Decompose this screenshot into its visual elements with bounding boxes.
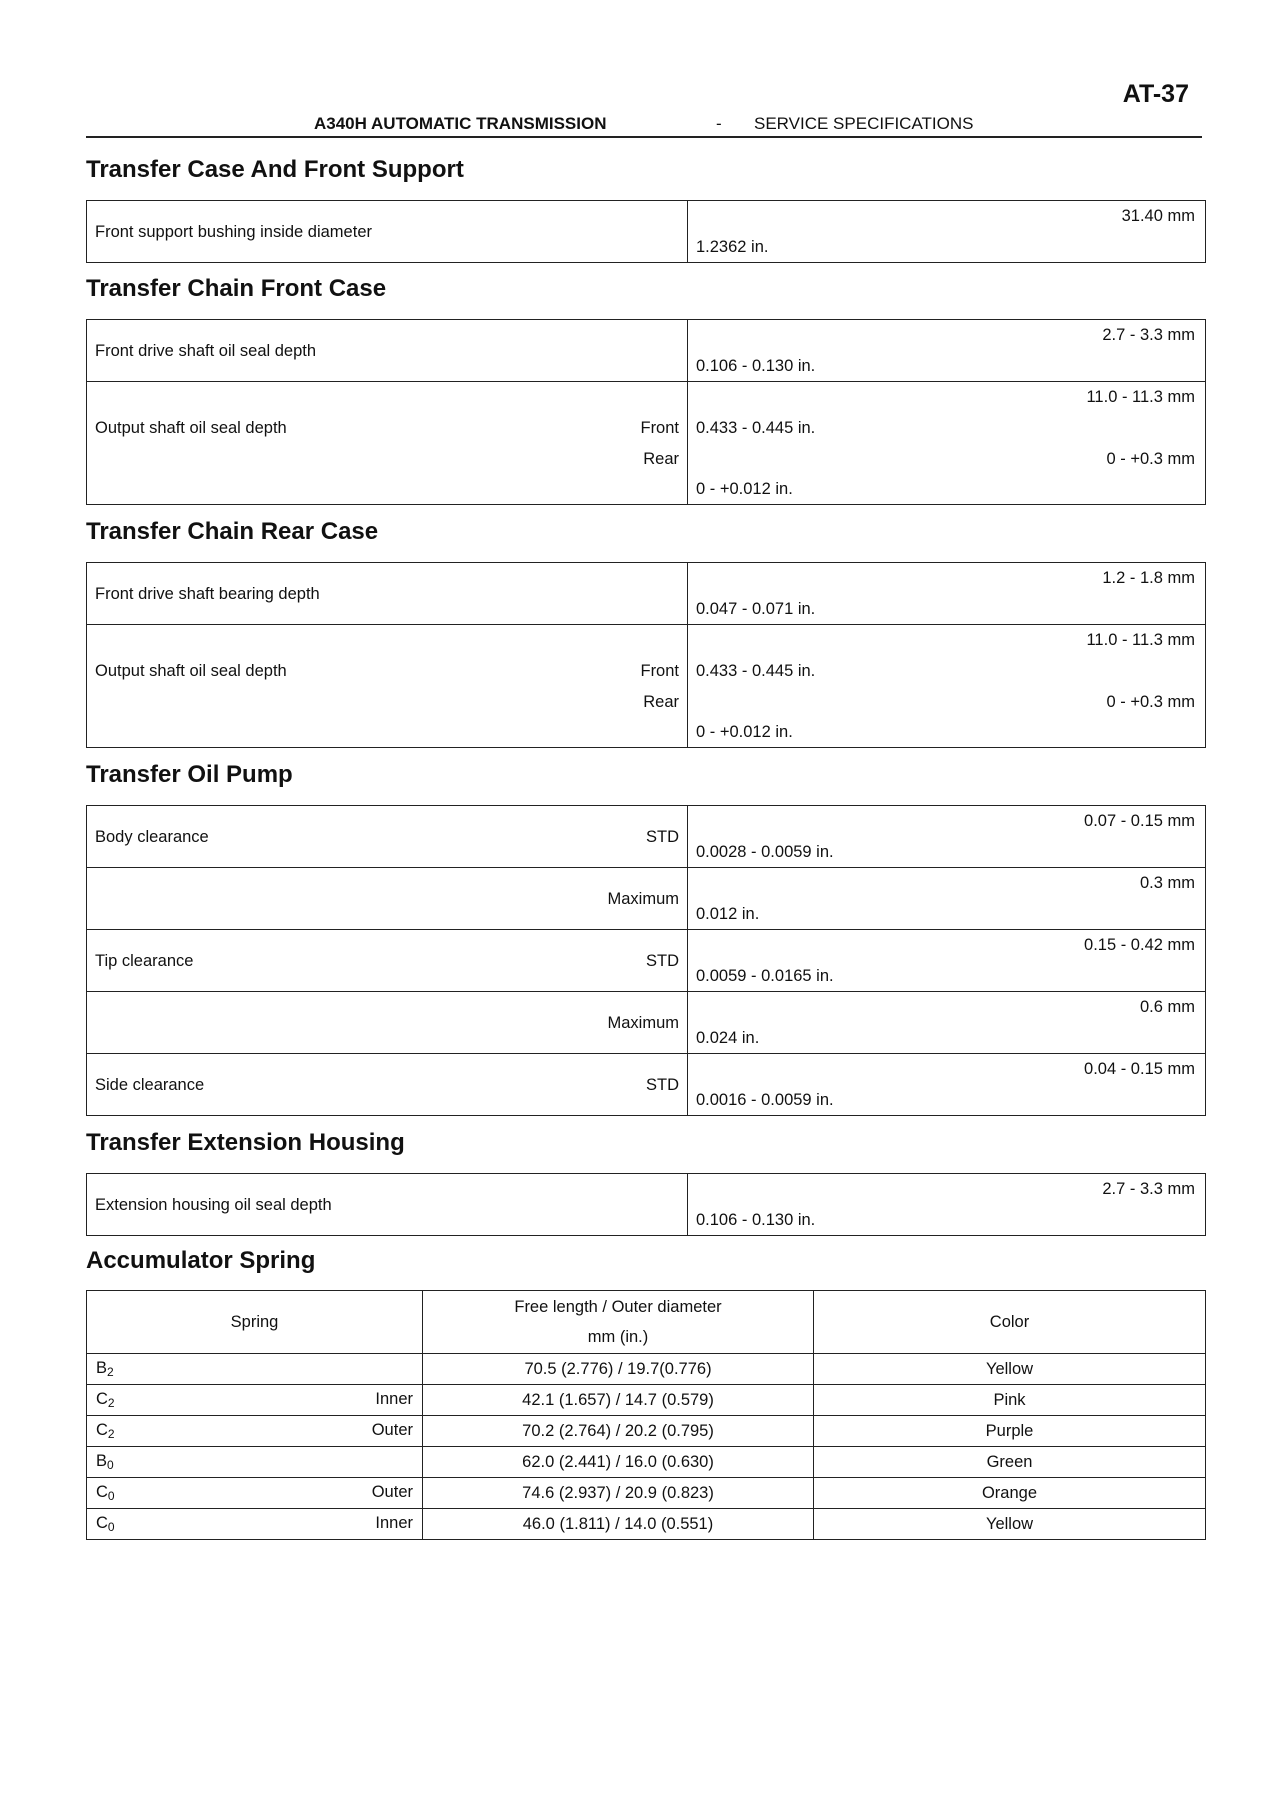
spec-label-cell — [87, 382, 688, 505]
spec-label-cell — [87, 563, 688, 625]
table-row — [87, 201, 1206, 263]
spring-position: Inner — [375, 1390, 413, 1408]
spring-size: 46.0 (1.811) / 14.0 (0.551) — [423, 1509, 814, 1540]
spring-color: Purple — [814, 1416, 1206, 1447]
header-size — [423, 1291, 814, 1354]
spring-cell — [87, 1509, 423, 1540]
spring-cell — [87, 1447, 423, 1478]
spring-subscript: 0 — [107, 1520, 115, 1534]
spec-label: Front drive shaft bearing depth — [95, 585, 320, 603]
spring-color: Pink — [814, 1385, 1206, 1416]
table-row — [87, 563, 1206, 625]
header-size-line-2: mm (in.) — [587, 1328, 649, 1346]
table-row — [87, 1385, 1206, 1416]
value-in: 1.2362 in. — [696, 238, 769, 256]
qualifier: STD — [646, 1076, 679, 1094]
spec-label-cell — [87, 201, 688, 263]
value-in: 0.0016 - 0.0059 in. — [696, 1091, 834, 1109]
section-title-chain-front: Transfer Chain Front Case — [86, 275, 387, 302]
spec-label-cell — [87, 868, 688, 930]
transfer-case-table — [86, 200, 1206, 263]
chain-rear-table — [86, 562, 1206, 748]
table-row — [87, 382, 1206, 505]
spring-subscript: 2 — [107, 1365, 114, 1379]
spec-label-cell — [87, 1174, 688, 1236]
spring-letter: C — [96, 1390, 108, 1408]
table-row — [87, 625, 1206, 748]
section-title-oil-pump: Transfer Oil Pump — [86, 761, 293, 788]
spec-value-cell — [688, 382, 1206, 505]
spring-letter: B — [96, 1452, 108, 1470]
spring-subscript: 0 — [107, 1489, 115, 1503]
header-separator: - — [716, 114, 722, 133]
qualifier-rear: Rear — [643, 693, 679, 711]
section-title-extension-housing: Transfer Extension Housing — [86, 1129, 405, 1156]
value-in: 0.024 in. — [696, 1029, 760, 1047]
value-mm: 0.04 - 0.15 mm — [1084, 1060, 1195, 1078]
spec-label: Output shaft oil seal depth — [95, 662, 287, 680]
value-in: 0 - +0.012 in. — [696, 723, 793, 741]
spring-letter: C — [96, 1483, 108, 1501]
table-row — [87, 868, 1206, 930]
section-title-transfer-case: Transfer Case And Front Support — [86, 156, 464, 183]
spec-label: Side clearance — [95, 1076, 205, 1094]
spec-label-cell — [87, 930, 688, 992]
spring-color: Yellow — [814, 1509, 1206, 1540]
qualifier: Maximum — [607, 890, 679, 908]
value-mm: 1.2 - 1.8 mm — [1102, 569, 1195, 587]
qualifier: Maximum — [607, 1014, 679, 1032]
header-size-line-1: Free length / Outer diameter — [514, 1298, 722, 1316]
value-mm: 11.0 - 11.3 mm — [1086, 631, 1195, 649]
spring-size: 70.5 (2.776) / 19.7(0.776) — [423, 1354, 814, 1385]
value-mm: 0 - +0.3 mm — [1106, 693, 1195, 711]
value-mm: 11.0 - 11.3 mm — [1086, 388, 1195, 406]
spring-cell — [87, 1354, 423, 1385]
qualifier-front: Front — [640, 662, 679, 680]
spring-size: 42.1 (1.657) / 14.7 (0.579) — [423, 1385, 814, 1416]
qualifier: STD — [646, 828, 679, 846]
spec-label-cell — [87, 1054, 688, 1116]
spring-subscript: 0 — [107, 1458, 114, 1472]
accumulator-spring-table — [86, 1290, 1206, 1540]
spring-id — [96, 1514, 115, 1534]
spec-label: Extension housing oil seal depth — [95, 1196, 332, 1214]
table-row — [87, 1054, 1206, 1116]
table-row — [87, 1174, 1206, 1236]
value-mm: 0.07 - 0.15 mm — [1084, 812, 1195, 830]
table-row — [87, 1478, 1206, 1509]
spring-color: Green — [814, 1447, 1206, 1478]
spring-letter: C — [96, 1514, 108, 1532]
spring-letter: C — [96, 1421, 108, 1439]
spec-value-cell — [688, 1174, 1206, 1236]
spring-size: 62.0 (2.441) / 16.0 (0.630) — [423, 1447, 814, 1478]
spring-subscript: 2 — [107, 1396, 115, 1410]
section-title-accumulator-spring: Accumulator Spring — [86, 1247, 316, 1274]
spring-position: Outer — [371, 1421, 413, 1439]
spring-id — [96, 1483, 115, 1503]
value-in: 0.106 - 0.130 in. — [696, 1211, 816, 1229]
running-header — [86, 114, 1202, 138]
table-row — [87, 930, 1206, 992]
qualifier-rear: Rear — [643, 450, 679, 468]
spring-cell — [87, 1416, 423, 1447]
spring-cell — [87, 1478, 423, 1509]
spec-label-cell — [87, 320, 688, 382]
spring-color: Yellow — [814, 1354, 1206, 1385]
extension-table — [86, 1173, 1206, 1236]
spec-value-cell — [688, 992, 1206, 1054]
value-mm: 0.15 - 0.42 mm — [1084, 936, 1195, 954]
value-mm: 2.7 - 3.3 mm — [1102, 1180, 1195, 1198]
value-in: 0.106 - 0.130 in. — [696, 357, 816, 375]
spec-value-cell — [688, 868, 1206, 930]
spec-label-cell — [87, 806, 688, 868]
value-in: 0.047 - 0.071 in. — [696, 600, 816, 618]
value-in: 0.0028 - 0.0059 in. — [696, 843, 834, 861]
spec-label: Front drive shaft oil seal depth — [95, 342, 317, 360]
spring-id — [96, 1359, 114, 1379]
spec-label-cell — [87, 992, 688, 1054]
value-mm: 0.6 mm — [1139, 998, 1195, 1016]
spec-value-cell — [688, 201, 1206, 263]
value-mm: 2.7 - 3.3 mm — [1102, 326, 1195, 344]
section-title-chain-rear: Transfer Chain Rear Case — [86, 518, 379, 545]
value-mm: 31.40 mm — [1121, 207, 1195, 225]
value-in: 0.0059 - 0.0165 in. — [696, 967, 834, 985]
spring-id — [96, 1452, 114, 1472]
spec-value-cell — [688, 930, 1206, 992]
table-row — [87, 1447, 1206, 1478]
chain-front-table — [86, 319, 1206, 505]
value-mm: 0.3 mm — [1139, 874, 1195, 892]
value-mm: 0 - +0.3 mm — [1106, 450, 1195, 468]
spring-color: Orange — [814, 1478, 1206, 1509]
table-row — [87, 1416, 1206, 1447]
qualifier: STD — [646, 952, 679, 970]
spring-size: 70.2 (2.764) / 20.2 (0.795) — [423, 1416, 814, 1447]
spring-position: Inner — [375, 1514, 413, 1532]
value-in: 0.433 - 0.445 in. — [696, 662, 816, 680]
table-row — [87, 1354, 1206, 1385]
page-number: AT-37 — [1122, 80, 1189, 108]
spec-label: Tip clearance — [95, 952, 194, 970]
spring-subscript: 2 — [107, 1427, 115, 1441]
spring-id — [96, 1390, 115, 1410]
table-header-row — [87, 1291, 1206, 1354]
spec-value-cell — [688, 1054, 1206, 1116]
table-row — [87, 320, 1206, 382]
value-in: 0 - +0.012 in. — [696, 480, 793, 498]
table-row — [87, 806, 1206, 868]
qualifier-front: Front — [640, 419, 679, 437]
table-row — [87, 1509, 1206, 1540]
header-title: A340H AUTOMATIC TRANSMISSION — [314, 114, 607, 133]
header-spring: Spring — [87, 1291, 423, 1354]
header-color: Color — [814, 1291, 1206, 1354]
spec-value-cell — [688, 320, 1206, 382]
spring-cell — [87, 1385, 423, 1416]
oil-pump-table — [86, 805, 1206, 1116]
spec-value-cell — [688, 563, 1206, 625]
value-in: 0.433 - 0.445 in. — [696, 419, 816, 437]
spec-label: Output shaft oil seal depth — [95, 419, 287, 437]
spring-id — [96, 1421, 115, 1441]
spring-letter: B — [96, 1359, 108, 1377]
spec-value-cell — [688, 625, 1206, 748]
spec-label-cell — [87, 625, 688, 748]
spring-size: 74.6 (2.937) / 20.9 (0.823) — [423, 1478, 814, 1509]
spec-value-cell — [688, 806, 1206, 868]
spring-position: Outer — [371, 1483, 413, 1501]
header-section: SERVICE SPECIFICATIONS — [754, 114, 974, 133]
spec-label: Body clearance — [95, 828, 209, 846]
table-row — [87, 992, 1206, 1054]
spec-label: Front support bushing inside diameter — [95, 223, 372, 241]
value-in: 0.012 in. — [696, 905, 760, 923]
